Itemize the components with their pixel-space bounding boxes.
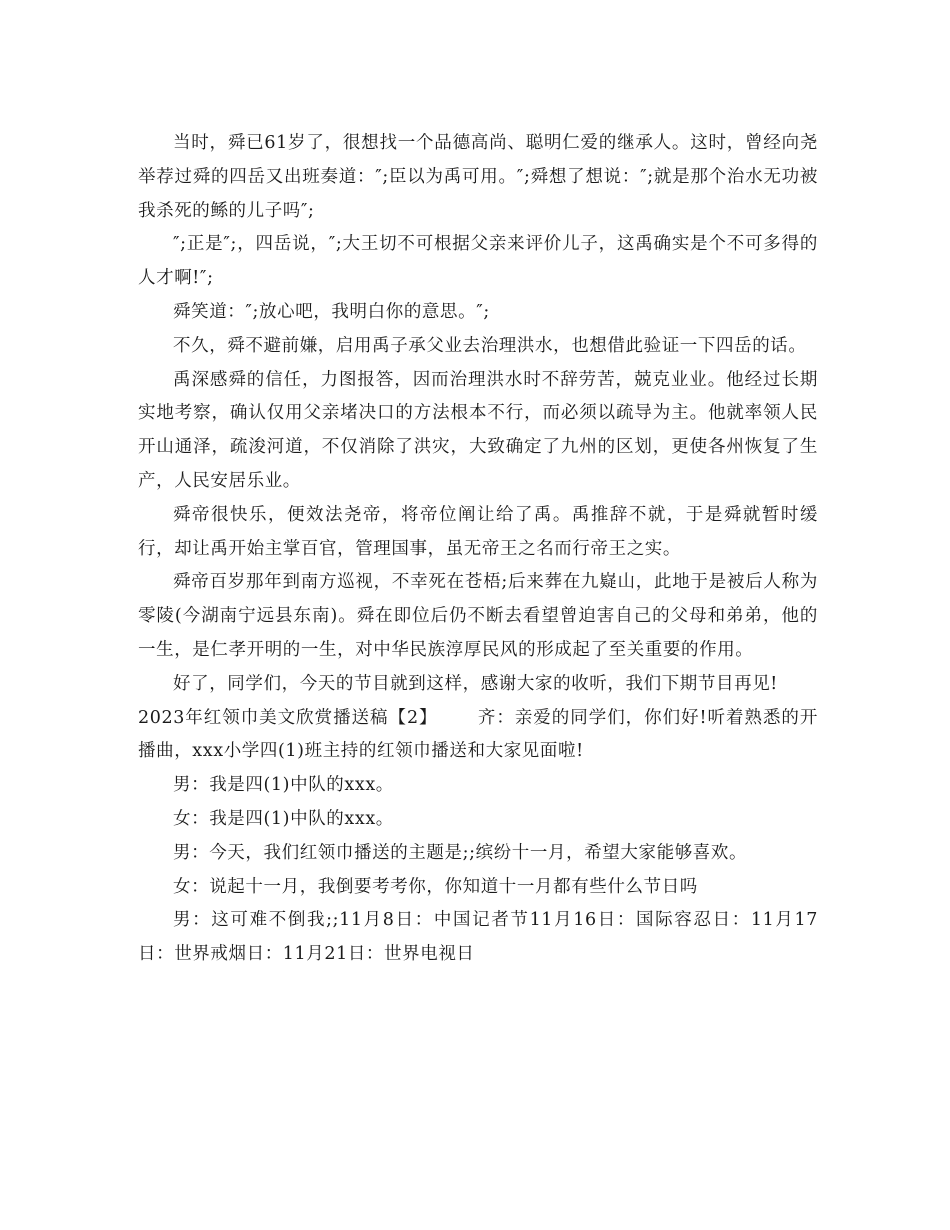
paragraph: 好了，同学们，今天的节目就到这样，感谢大家的收听，我们下期节目再见!: [173, 673, 778, 694]
dialogue-line: 男：我是四(1)中队的xxx。: [173, 775, 394, 796]
section-title: 2023年红领巾美文欣赏播送稿【2】: [138, 707, 438, 728]
dialogue-line: 女：说起十一月，我倒要考考你，你知道十一月都有些什么节日吗: [173, 876, 698, 897]
paragraph: 舜笑道：″;放心吧，我明白你的意思。″;: [173, 301, 490, 322]
dialogue-line: 男：今天，我们红领巾播送的主题是;;缤纷十一月，希望大家能够喜欢。: [173, 842, 748, 863]
paragraph: 舜帝很快乐，便效法尧帝，将帝位阐让给了禹。禹推辞不就，于是舜就暂时缓行，却让禹开始主掌百官，管理国事，虽无帝王之名而行帝王之实。: [138, 504, 818, 559]
paragraph: 禹深感舜的信任，力图报答，因而治理洪水时不辞劳苦，兢克业业。他经过长期实地考察，确认仅用父亲堵决口的方法根本不行，而必须以疏导为主。他就率领人民开山通泽，疏浚河道，不仅消除了洪灾，大致确定了九州的区划，更使各州恢复了生产，人民安居乐业。: [138, 369, 818, 491]
dialogue-line: 女：我是四(1)中队的xxx。: [173, 808, 394, 829]
paragraph: ″;正是″;，四岳说，″;大王切不可根据父亲来评价儿子，这禹确实是个不可多得的人才啊!″;: [138, 234, 818, 289]
section-intro: 齐：亲爱的同学们，你们好!听着熟悉的开播曲，xxx小学四(1)班主持的红领巾播送和大家见面啦!: [138, 707, 818, 762]
paragraph: 不久，舜不避前嫌，启用禹子承父业去治理洪水，也想借此验证一下四岳的话。: [173, 335, 807, 356]
document-body: [138, 127, 818, 972]
section-heading-paragraph: [138, 702, 818, 770]
paragraph: 舜帝百岁那年到南方巡视，不幸死在苍梧;后来葬在九嶷山，此地于是被后人称为零陵(今湖南宁远县东南)。舜在即位后仍不断去看望曾迫害自己的父母和弟弟，他的一生，是仁孝开明的一生，对中华民族淳厚民风的形成起了至关重要的作用。: [138, 572, 818, 660]
paragraph: 当时，舜已61岁了，很想找一个品德高尚、聪明仁爱的继承人。这时，曾经向尧举荐过舜的四岳又出班奏道：″;臣以为禹可用。″;舜想了想说：″;就是那个治水无功被我杀死的鲧的儿子吗″;: [138, 133, 818, 221]
dialogue-line: 男：这可难不倒我;;11月8日：中国记者节11月16日：国际容忍日：11月17日：世界戒烟日：11月21日：世界电视日: [138, 910, 818, 965]
